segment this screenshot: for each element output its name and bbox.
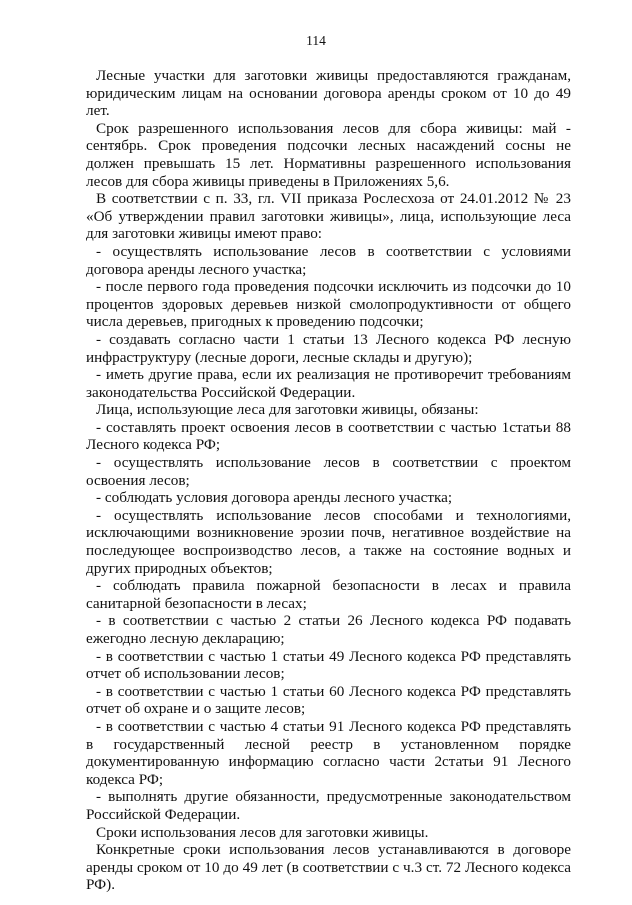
list-item-duty-declaration: - в соответствии с частью 2 статьи 26 Лесного кодекса РФ подавать ежегодно лесную декларацию; (86, 612, 571, 647)
page-number: 114 (306, 33, 326, 48)
list-item-duty-fire-safety: - соблюдать правила пожарной безопасности в лесах и правила санитарной безопасности в лесах; (86, 577, 571, 612)
list-item-right-infrastructure: - создавать согласно части 1 статьи 13 Лесного кодекса РФ лесную инфраструктуру (лесные дороги, лесные склады и другую); (86, 330, 571, 366)
list-item-right-use-forest: - осуществлять использование лесов в соответствии с условиями договора аренды лесного участка; (86, 242, 571, 278)
paragraph-lease-provision: Лесные участки для заготовки живицы предоставляются гражданам, юридическим лицам на основании договора аренды сроком от 10 до 49 лет. (86, 67, 571, 120)
list-item-duty-technologies: - осуществлять использование лесов способами и технологиями, исключающими возникновение эрозии почв, негативное воздействие на последующее воспроизводство лесов, а также на состояние водных и других природных объектов; (86, 506, 571, 577)
document-body (86, 67, 571, 894)
paragraph-terms-detail: Конкретные сроки использования лесов устанавливаются в договоре аренды сроком от 10 до 49 лет (в соответствии с ч.3 ст. 72 Лесного кодекса РФ). (86, 841, 571, 894)
list-item-duty-use-project: - осуществлять использование лесов в соответствии с проектом освоения лесов; (86, 454, 571, 489)
list-item-duty-project: - составлять проект освоения лесов в соответствии с частью 1статьи 88 Лесного кодекса РФ; (86, 418, 571, 454)
paragraph-terms-heading: Сроки использования лесов для заготовки живицы. (96, 823, 429, 841)
list-item-duty-other: - выполнять другие обязанности, предусмотренные законодательством Российской Федерации. (86, 788, 571, 823)
list-item-right-other: - иметь другие права, если их реализация не противоречит требованиям законодательства Российской Федерации. (86, 366, 571, 401)
list-item-right-exclude-trees: - после первого года проведения подсочки исключить из подсочки до 10 процентов здоровых деревьев низкой смолопродуктивности от общего числа деревьев, пригодных к проведению подсочки; (86, 278, 571, 331)
list-item-duty-protection-report: - в соответствии с частью 1 статьи 60 Лесного кодекса РФ представлять отчет об охране и о защите лесов; (86, 682, 571, 718)
paragraph-resin-period: Срок разрешенного использования лесов для сбора живицы: май - сентябрь. Срок проведения подсочки лесных насаждений сосны не должен превышать 15 лет. Нормативны разрешенного использования лесов для сбора живицы приведены в Приложениях 5,6. (86, 119, 571, 190)
paragraph-rights-intro: В соответствии с п. 33, гл. VII приказа Рослесхоза от 24.01.2012 № 23 «Об утверждении правил заготовки живицы», лица, использующие леса для заготовки живицы имеют право: (86, 190, 571, 243)
paragraph-obligations-intro: Лица, использующие леса для заготовки живицы, обязаны: (96, 401, 479, 419)
list-item-duty-forest-register: - в соответствии с частью 4 статьи 91 Лесного кодекса РФ представлять в государственный лесной реестр в установленном порядке документированную информацию согласно части 2статьи 91 Лесного кодекса РФ; (86, 717, 571, 788)
list-item-duty-usage-report: - в соответствии с частью 1 статьи 49 Лесного кодекса РФ представлять отчет об использовании лесов; (86, 647, 571, 683)
list-item-duty-lease-terms: - соблюдать условия договора аренды лесного участка; (96, 489, 453, 507)
